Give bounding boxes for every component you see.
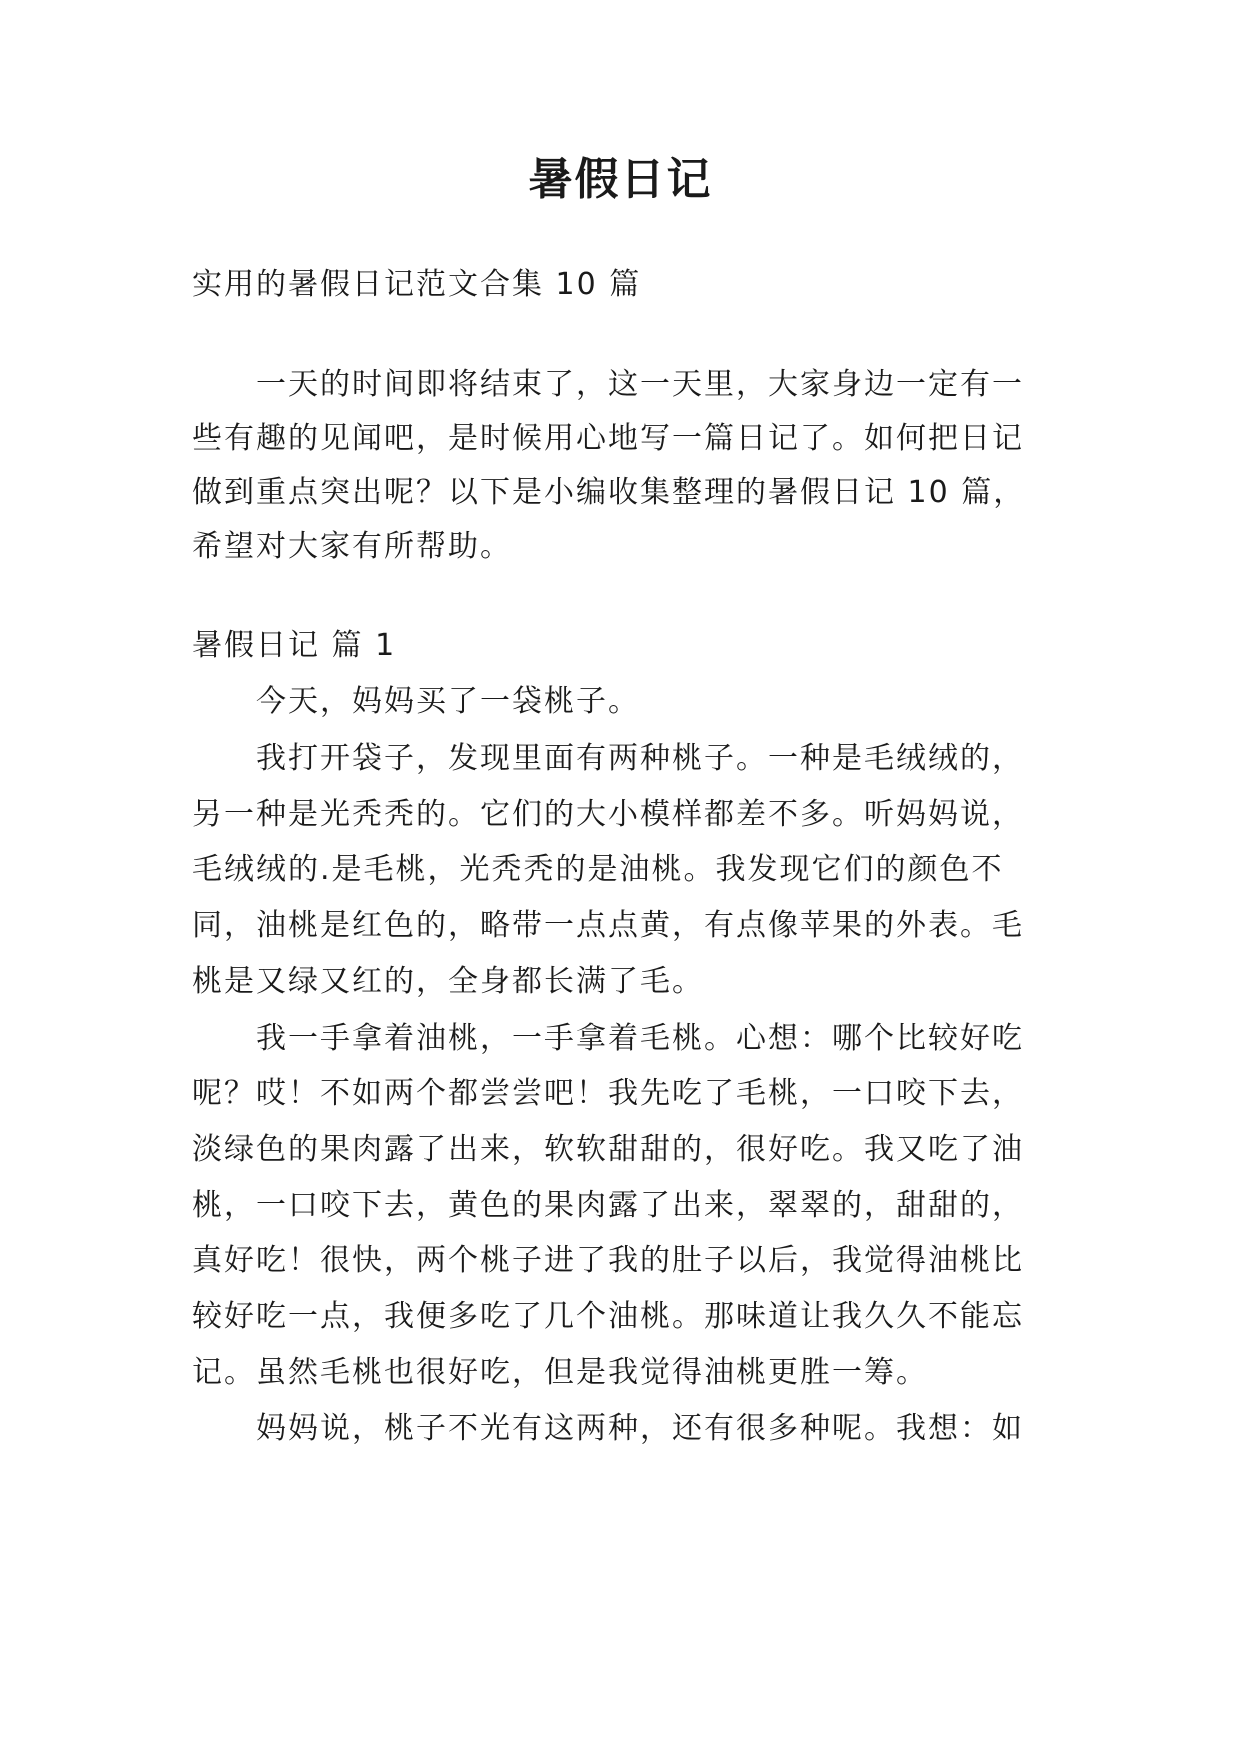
body-line: 我打开袋子，发现里面有两种桃子。一种是毛绒绒的， (256, 741, 1024, 776)
intro-line: 希望对大家有所帮助。 (192, 529, 512, 564)
intro-line: 做到重点突出呢？以下是小编收集整理的暑假日记 10 篇， (192, 475, 1026, 510)
body-line: 另一种是光秃秃的。它们的大小模样都差不多。听妈妈说， (192, 797, 1024, 832)
body-line: 较好吃一点，我便多吃了几个油桃。那味道让我久久不能忘 (192, 1299, 1024, 1334)
intro-line: 一天的时间即将结束了，这一天里，大家身边一定有一 (256, 367, 1024, 402)
document-title: 暑假日记 (528, 154, 713, 205)
body-line: 桃是又绿又红的，全身都长满了毛。 (192, 964, 704, 999)
body-line: 毛绒绒的.是毛桃，光秃秃的是油桃。我发现它们的颜色不 (192, 852, 1004, 887)
body-line: 呢？哎！不如两个都尝尝吧！我先吃了毛桃，一口咬下去， (192, 1076, 1024, 1111)
body-line: 淡绿色的果肉露了出来，软软甜甜的，很好吃。我又吃了油 (192, 1132, 1024, 1167)
body-line: 同，油桃是红色的，略带一点点黄，有点像苹果的外表。毛 (192, 908, 1024, 943)
body-line: 真好吃！很快，两个桃子进了我的肚子以后，我觉得油桃比 (192, 1243, 1024, 1278)
body-line: 记。虽然毛桃也很好吃，但是我觉得油桃更胜一筹。 (192, 1355, 928, 1390)
body-line: 妈妈说，桃子不光有这两种，还有很多种呢。我想：如 (256, 1411, 1024, 1446)
body-line: 今天，妈妈买了一袋桃子。 (256, 684, 640, 719)
body-line: 我一手拿着油桃，一手拿着毛桃。心想：哪个比较好吃 (256, 1021, 1024, 1056)
document-subtitle: 实用的暑假日记范文合集 10 篇 (192, 267, 642, 302)
section-heading: 暑假日记 篇 1 (192, 628, 397, 663)
body-line: 桃，一口咬下去，黄色的果肉露了出来，翠翠的，甜甜的， (192, 1188, 1024, 1223)
intro-line: 些有趣的见闻吧，是时候用心地写一篇日记了。如何把日记 (192, 421, 1024, 456)
